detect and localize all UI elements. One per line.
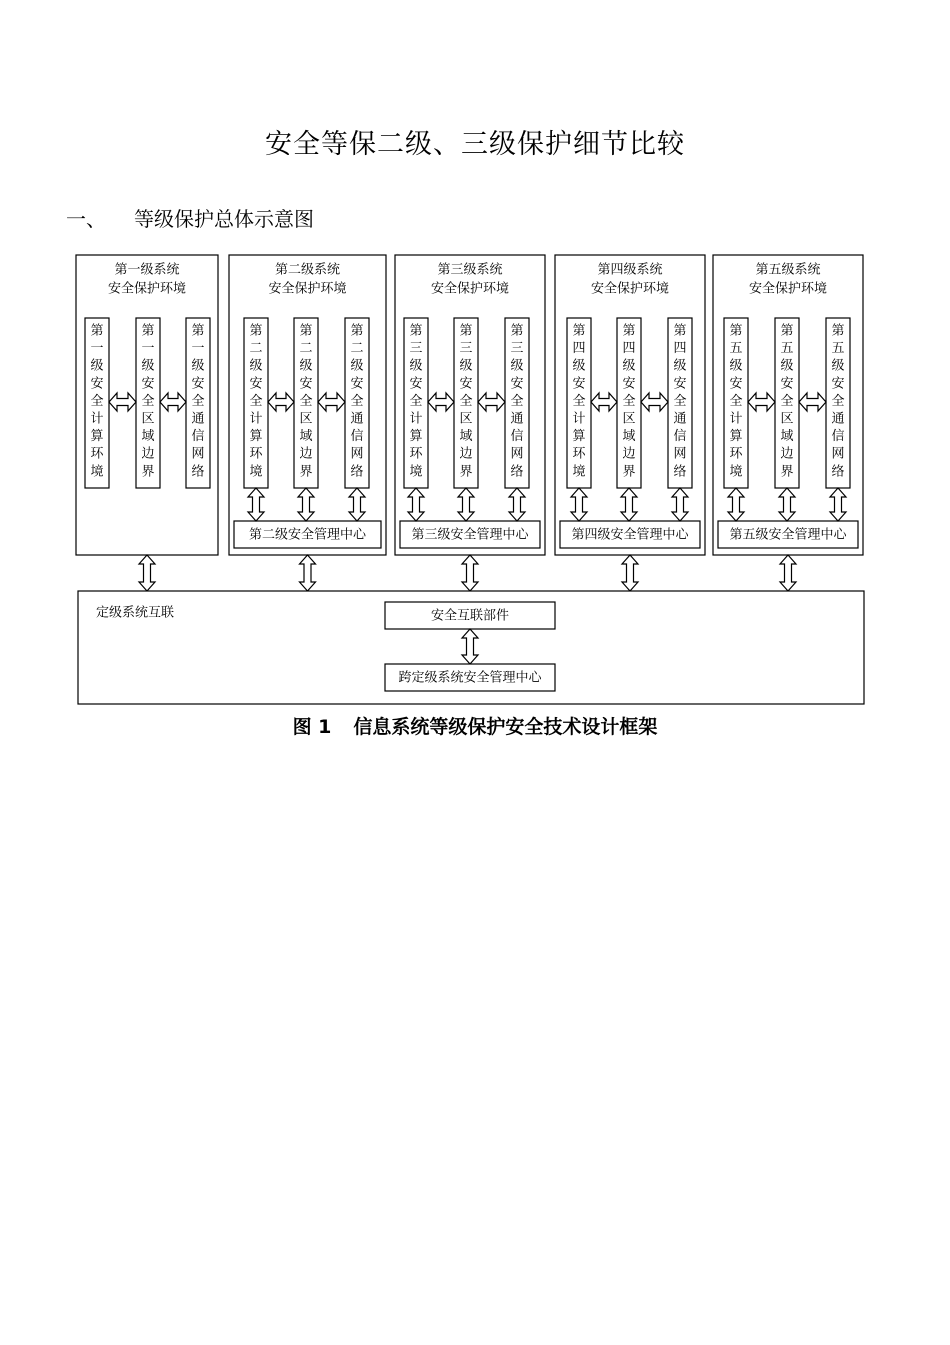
security-column-char: 边 — [459, 446, 473, 462]
security-column-char: 三 — [459, 341, 473, 357]
security-column-char: 级 — [831, 358, 845, 374]
security-column-char: 网 — [831, 446, 845, 462]
security-column-char: 级 — [90, 358, 104, 374]
security-column-char: 络 — [510, 464, 524, 480]
security-column-char: 界 — [780, 464, 794, 480]
figure-caption — [0, 712, 950, 739]
security-column-char: 安 — [459, 376, 473, 392]
security-column-char: 第 — [191, 323, 205, 339]
security-interconnect-component-label: 安全互联部件 — [430, 608, 510, 624]
security-column-char: 域 — [622, 429, 636, 445]
double-arrow-vertical — [622, 555, 638, 591]
security-column-char: 计 — [249, 411, 263, 427]
security-column-char: 级 — [409, 358, 423, 374]
security-column-char: 一 — [90, 341, 104, 357]
security-column-char: 络 — [350, 464, 364, 480]
security-column-char: 边 — [299, 446, 313, 462]
security-column-char: 域 — [780, 429, 794, 445]
security-column-char: 域 — [141, 429, 155, 445]
security-column-char: 算 — [90, 429, 104, 445]
security-column-char: 第 — [249, 323, 263, 339]
security-column-char: 安 — [729, 376, 743, 392]
security-column-char: 第 — [673, 323, 687, 339]
management-center-label: 第三级安全管理中心 — [411, 527, 529, 543]
security-column-char: 第 — [409, 323, 423, 339]
panel-header-line1: 第二级系统 — [274, 262, 341, 278]
security-column-char: 计 — [409, 411, 423, 427]
security-column-char: 安 — [350, 376, 364, 392]
panel-header-line1: 第三级系统 — [437, 262, 503, 278]
security-column-char: 域 — [299, 429, 313, 445]
security-column-char: 四 — [572, 341, 586, 357]
security-column-char: 网 — [350, 446, 364, 462]
security-column-char: 网 — [673, 446, 687, 462]
security-column-char: 三 — [409, 341, 423, 357]
double-arrow-vertical — [780, 555, 796, 591]
security-column-char: 计 — [90, 411, 104, 427]
panel-header-line1: 第一级系统 — [114, 262, 180, 278]
security-column-char: 网 — [510, 446, 524, 462]
security-column-char: 全 — [510, 393, 524, 409]
security-column-char: 一 — [141, 341, 155, 357]
security-column-char: 一 — [191, 341, 205, 357]
security-column-char: 级 — [510, 358, 524, 374]
security-column-char: 全 — [90, 393, 104, 409]
security-column-char: 全 — [622, 393, 636, 409]
security-column-char: 境 — [409, 464, 423, 480]
security-column-char: 信 — [831, 429, 845, 445]
security-column-char: 算 — [729, 429, 743, 445]
security-column-char: 环 — [90, 446, 104, 462]
security-column-char: 五 — [780, 341, 794, 357]
security-column-char: 安 — [831, 376, 845, 392]
security-column-char: 环 — [409, 446, 423, 462]
security-column-char: 全 — [572, 393, 586, 409]
security-column-char: 全 — [729, 393, 743, 409]
security-column-char: 级 — [729, 358, 743, 374]
security-column-char: 全 — [350, 393, 364, 409]
security-column-char: 第 — [141, 323, 155, 339]
security-column-char: 安 — [622, 376, 636, 392]
security-column-char: 区 — [780, 411, 794, 427]
security-column-char: 计 — [572, 411, 586, 427]
security-column-char: 界 — [459, 464, 473, 480]
security-column-char: 信 — [191, 429, 205, 445]
security-column-char: 级 — [141, 358, 155, 374]
security-column-char: 级 — [350, 358, 364, 374]
security-column-char: 全 — [299, 393, 313, 409]
security-column-char: 全 — [191, 393, 205, 409]
management-center-label: 第四级安全管理中心 — [571, 527, 689, 543]
security-column-char: 四 — [622, 341, 636, 357]
security-column-char: 安 — [572, 376, 586, 392]
security-column-char: 算 — [249, 429, 263, 445]
security-column-char: 二 — [299, 341, 313, 357]
security-column-char: 安 — [409, 376, 423, 392]
security-column-char: 第 — [831, 323, 845, 339]
security-column-char: 计 — [729, 411, 743, 427]
security-column-char: 第 — [90, 323, 104, 339]
security-column-char: 安 — [299, 376, 313, 392]
security-column-char: 区 — [141, 411, 155, 427]
security-column-char: 二 — [249, 341, 263, 357]
security-column-char: 三 — [510, 341, 524, 357]
security-column-char: 级 — [249, 358, 263, 374]
security-column-char: 全 — [459, 393, 473, 409]
security-column-char: 全 — [673, 393, 687, 409]
security-column-char: 信 — [350, 429, 364, 445]
security-column-char: 边 — [622, 446, 636, 462]
security-column-char: 安 — [191, 376, 205, 392]
management-center-label: 第二级安全管理中心 — [248, 527, 367, 543]
security-column-char: 算 — [409, 429, 423, 445]
security-column-char: 第 — [459, 323, 473, 339]
figure-caption-text: 信息系统等级保护安全技术设计框架 — [353, 716, 658, 738]
security-column-char: 级 — [459, 358, 473, 374]
security-column-char: 五 — [831, 341, 845, 357]
panel-header-line2: 安全保护环境 — [748, 281, 828, 297]
document-title: 安全等保二级、三级保护细节比较 — [265, 129, 685, 160]
security-column-char: 全 — [831, 393, 845, 409]
double-arrow-vertical — [139, 555, 155, 591]
security-column-char: 域 — [459, 429, 473, 445]
security-column-char: 络 — [673, 464, 687, 480]
double-arrow-vertical — [300, 555, 316, 591]
security-column-char: 第 — [622, 323, 636, 339]
panel-header-line2: 安全保护环境 — [107, 281, 187, 297]
security-column-char: 第 — [350, 323, 364, 339]
security-column-char: 全 — [409, 393, 423, 409]
security-column-char: 界 — [299, 464, 313, 480]
security-column-char: 环 — [572, 446, 586, 462]
interconnect-label: 定级系统互联 — [96, 605, 175, 621]
security-column-char: 安 — [510, 376, 524, 392]
security-column-char: 区 — [459, 411, 473, 427]
security-column-char: 安 — [249, 376, 263, 392]
security-column-char: 级 — [622, 358, 636, 374]
security-column-char: 境 — [729, 464, 743, 480]
security-column-char: 环 — [729, 446, 743, 462]
figure-caption-number: 图 1 — [292, 716, 332, 738]
security-column-char: 安 — [780, 376, 794, 392]
security-column-char: 通 — [831, 411, 845, 427]
panel-header-line2: 安全保护环境 — [430, 281, 510, 297]
security-column-char: 环 — [249, 446, 263, 462]
security-column-char: 络 — [831, 464, 845, 480]
security-column-char: 级 — [572, 358, 586, 374]
security-column-char: 全 — [780, 393, 794, 409]
security-column-char: 安 — [673, 376, 687, 392]
security-column-char: 安 — [141, 376, 155, 392]
security-column-char: 境 — [572, 464, 586, 480]
security-column-char: 四 — [673, 341, 687, 357]
security-column-char: 界 — [622, 464, 636, 480]
security-column-char: 安 — [90, 376, 104, 392]
panel-header-line1: 第五级系统 — [755, 262, 821, 278]
security-column-char: 信 — [673, 429, 687, 445]
security-column-char: 全 — [249, 393, 263, 409]
panel-header-line2: 安全保护环境 — [268, 281, 347, 297]
security-column-char: 级 — [191, 358, 205, 374]
security-column-char: 区 — [622, 411, 636, 427]
double-arrow-vertical — [462, 555, 478, 591]
security-column-char: 境 — [249, 464, 263, 480]
security-column-char: 通 — [673, 411, 687, 427]
panel-header-line2: 安全保护环境 — [590, 281, 670, 297]
security-column-char: 第 — [299, 323, 313, 339]
security-column-char: 级 — [673, 358, 687, 374]
security-column-char: 第 — [780, 323, 794, 339]
security-column-char: 区 — [299, 411, 313, 427]
security-column-char: 境 — [90, 464, 104, 480]
security-column-char: 信 — [510, 429, 524, 445]
security-column-char: 级 — [780, 358, 794, 374]
security-column-char: 边 — [780, 446, 794, 462]
security-column-char: 二 — [350, 341, 364, 357]
management-center-label: 第五级安全管理中心 — [729, 527, 847, 543]
security-column-char: 算 — [572, 429, 586, 445]
security-column-char: 边 — [141, 446, 155, 462]
panel-header-line1: 第四级系统 — [597, 262, 663, 278]
security-column-char: 通 — [191, 411, 205, 427]
section-title: 等级保护总体示意图 — [134, 207, 314, 231]
security-column-char: 第 — [510, 323, 524, 339]
security-column-char: 通 — [510, 411, 524, 427]
security-column-char: 通 — [350, 411, 364, 427]
security-column-char: 界 — [141, 464, 155, 480]
security-column-char: 五 — [729, 341, 743, 357]
security-column-char: 络 — [191, 464, 205, 480]
cross-level-management-center-label: 跨定级系统安全管理中心 — [398, 670, 542, 686]
security-column-char: 全 — [141, 393, 155, 409]
security-column-char: 级 — [299, 358, 313, 374]
section-number: 一、 — [66, 207, 106, 231]
security-column-char: 第 — [729, 323, 743, 339]
security-column-char: 第 — [572, 323, 586, 339]
security-column-char: 网 — [191, 446, 205, 462]
